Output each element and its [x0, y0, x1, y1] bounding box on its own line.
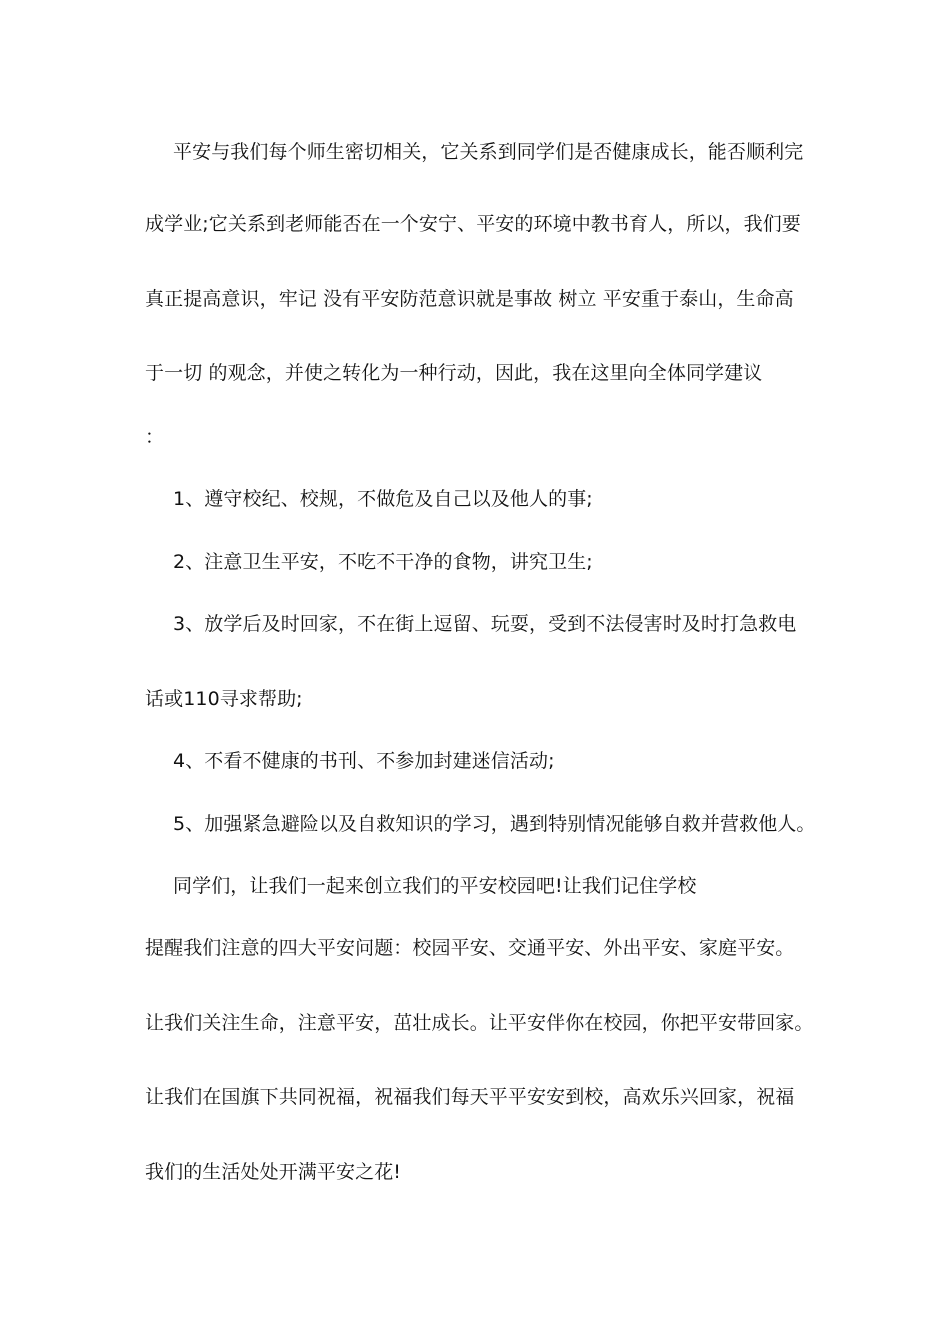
closing-line-2: 提醒我们注意的四大平安问题：校园平安、交通平安、外出平安、家庭平安。: [145, 937, 795, 959]
paragraph-line-2: 成学业;它关系到老师能否在一个安宁、平安的环境中教书育人，所以，我们要: [145, 213, 801, 235]
closing-line-3: 让我们关注生命，注意平安，茁壮成长。让平安伴你在校园，你把平安带回家。: [145, 1012, 814, 1034]
paragraph-line-3: 真正提高意识，牢记 没有平安防范意识就是事故 树立 平安重于泰山，生命高: [145, 288, 794, 310]
list-item-3: 3、放学后及时回家，不在街上逗留、玩耍，受到不法侵害时及时打急救电: [173, 613, 797, 635]
paragraph-line-1: 平安与我们每个师生密切相关，它关系到同学们是否健康成长，能否顺利完: [173, 141, 804, 163]
closing-line-5: 我们的生活处处开满平安之花!: [145, 1161, 402, 1183]
list-item-3-continued: 话或110寻求帮助;: [145, 688, 303, 710]
paragraph-line-5: ：: [145, 426, 165, 448]
closing-line-4: 让我们在国旗下共同祝福，祝福我们每天平平安安到校，高欢乐兴回家，祝福: [145, 1086, 795, 1108]
closing-line-1: 同学们，让我们一起来创立我们的平安校园吧!让我们记住学校: [173, 875, 697, 897]
list-item-2: 2、注意卫生平安，不吃不干净的食物，讲究卫生;: [173, 551, 593, 573]
list-item-4: 4、不看不健康的书刊、不参加封建迷信活动;: [173, 750, 555, 772]
list-item-5: 5、加强紧急避险以及自救知识的学习，遇到特别情况能够自救并营救他人。: [173, 813, 816, 835]
list-item-1: 1、遵守校纪、校规，不做危及自己以及他人的事;: [173, 488, 593, 510]
paragraph-line-4: 于一切 的观念，并使之转化为一种行动，因此，我在这里向全体同学建议: [145, 362, 763, 384]
